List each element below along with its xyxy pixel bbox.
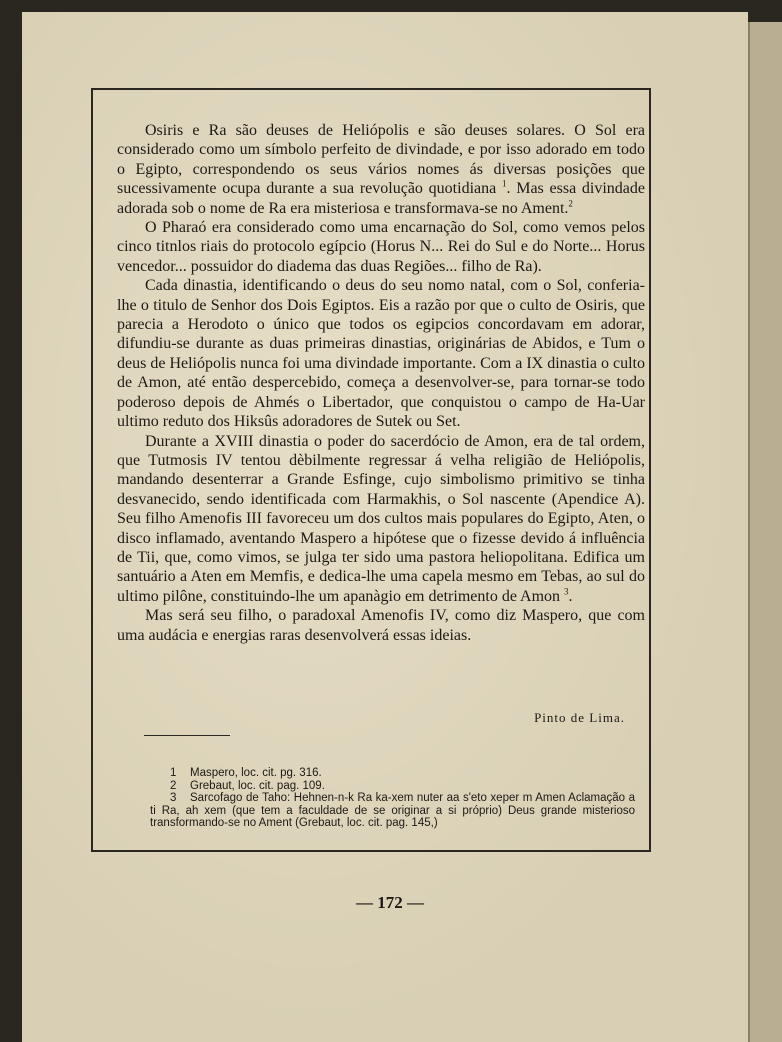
paragraph-2: O Pharaó era considerado como uma encarnação do Sol, como vemos pelos cinco titnlos riais do protocolo egípcio (Horus N... Rei do Sul e do Norte... Horus vencedor... possuidor do diadema das duas Regiões... filho de Ra). bbox=[117, 219, 645, 275]
footnotes bbox=[150, 767, 635, 830]
footnote-ref-2: 2 bbox=[568, 198, 573, 209]
paragraph-4 bbox=[117, 432, 645, 607]
footnote-number: 3 bbox=[170, 792, 177, 805]
author-signature: Pinto de Lima. bbox=[534, 710, 625, 725]
footnote-ref-3: 3 bbox=[564, 586, 569, 597]
paragraph-1-text: Osiris e Ra são deuses de Heliópolis e são deuses solares. O Sol era considerado como um símbolo perfeito de divindade, e por isso adorado em todo o Egipto, correspondendo os seus vários nomes ás diversas posições que sucessivamente ocupa durante a sua revolução quotidiana bbox=[117, 122, 645, 198]
footnote-3 bbox=[150, 792, 635, 830]
footnote-text: Grebaut, loc. cit. pag. 109. bbox=[190, 779, 325, 792]
footnote-2 bbox=[150, 780, 635, 793]
paragraph-1 bbox=[117, 121, 645, 218]
paragraph-1-text-cont: . Mas essa divindade adorada sob o nome de Ra era misteriosa e transformava-se no Ament. bbox=[117, 180, 646, 217]
footnote-1 bbox=[150, 767, 635, 780]
paragraph-3: Cada dinastia, identificando o deus do seu nomo natal, com o Sol, conferia-lhe o titulo de Senhor dos Dois Egiptos. Eis a razão por que o culto de Osiris, que parecia a Herodoto o único que todos os egipcios concordavam em adorar, difundiu-se durante as duas primeiras dinastias, originárias de Abidos, e Tum o deus de Heliópolis nunca foi uma divindade importante. Com a IX dinastia o culto de Amon, até então despercebido, começa a desenvolver-se, para tornar-se todo poderoso depois de Ahmés o Libertador, que conquistou o campo de Ha-Uar ultimo reduto dos Hiksûs adoradores de Sutek ou Set. bbox=[117, 277, 645, 431]
paragraph-4-text-cont: . bbox=[568, 587, 573, 605]
paragraph-5: Mas será seu filho, o paradoxal Amenofis IV, como diz Maspero, que com uma audácia e energias raras desenvolverá essas ideias. bbox=[117, 607, 645, 644]
footnote-number: 2 bbox=[170, 779, 177, 792]
footnote-number: 1 bbox=[170, 767, 177, 779]
page-number: — 172 — bbox=[356, 893, 424, 912]
body-text bbox=[117, 121, 645, 645]
footnote-rule bbox=[144, 735, 230, 736]
footnote-ref-1: 1 bbox=[501, 178, 507, 189]
paragraph-4-text: Durante a XVIII dinastia o poder do sacerdócio de Amon, era de tal ordem, que Tutmosis IV tentou dèbilmente regressar á velha religião de Heliópolis, mandando desenterrar a Grande Esfinge, cujo simbolismo primitivo se tinha desvanecido, sendo identificada com Harmakhis, o Sol nascente (Apendice A). Seu filho Amenofis III favoreceu um dos cultos mais populares do Egipto, Aten, o disco inflamado, aventando Maspero a hipótese que o fizesse devido á influência de Tii, que, como vimos, se julga ter sido uma pastora heliopolitana. Edifica um santuário a Aten em Memfis, e dedica-lhe uma capela mesmo em Tebas, ao sul do ultimo pilône, constituindo-lhe um apanàgio em detrimento de Amon bbox=[117, 432, 645, 605]
footnote-text: Maspero, loc. cit. pg. 316. bbox=[190, 767, 322, 779]
next-page-edge bbox=[748, 22, 782, 1042]
footnote-text: Sarcofago de Taho: Hehnen-n-k Ra ka-xem nuter aa s'eto xeper m Amen Aclamação a ti Ra, ah xem (que tem a faculdade de se originar a si próprio) Deus grande misterioso transformando-se no Ament (Grebaut, loc. cit. pag. 145,) bbox=[150, 792, 635, 830]
